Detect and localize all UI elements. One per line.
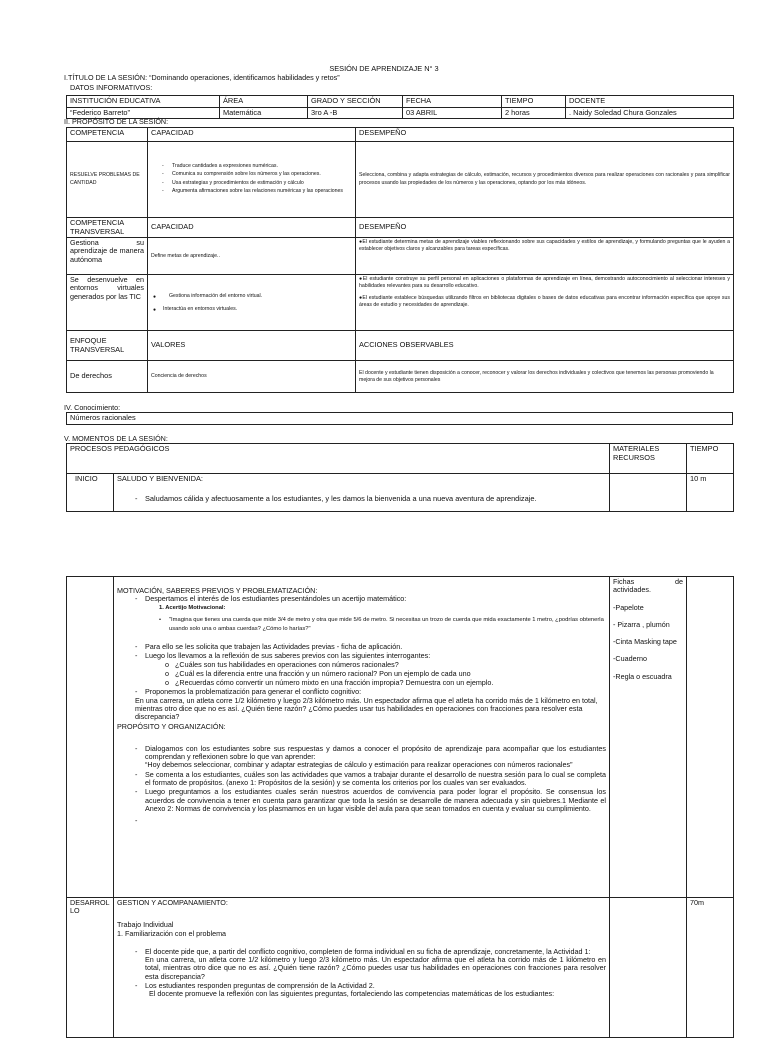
momentos-table-continued	[66, 576, 734, 1038]
competencia-cell: Gestiona su aprendizaje de manera autónoma	[67, 238, 148, 275]
proposito-item: - Se comenta a los estudiantes, cuáles son las actividades que vamos a trabajar durante el desarrollo de nuestra sesión para lo cual se completa el formato de propósitos. (anexo 1: Propósitos de la sesión) y se comenta los criterios por los cuales van ser evaluados.	[145, 771, 606, 788]
pregunta-item: o ¿Recuerdas cómo convertir un número mixto en una fracción impropia? Demuestra con un ejemplo.	[175, 679, 606, 687]
proposito-list	[117, 745, 606, 825]
capacidad-item: - Argumenta afirmaciones sobre las relaciones numéricas y las operaciones	[172, 188, 352, 195]
desarrollo-label: DESARROLLO	[67, 898, 114, 1038]
motivacion-item-text: Despertamos el interés de los estudiantes presentándoles un acertijo matemático:	[145, 594, 407, 604]
capacidad-item: - Comunica su comprensión sobre los números y las operaciones.	[172, 171, 352, 178]
conocimiento-table	[66, 412, 733, 425]
motivacion-item: - Para ello se les solicita que trabajen las Actividades previas - ficha de aplicación.	[145, 643, 606, 651]
enfoque-cell: De derechos	[67, 361, 148, 393]
capacidad-item: - Usa estrategias y procedimientos de estimación y cálculo	[172, 180, 352, 187]
motivacion-label-cell	[67, 577, 114, 898]
header-materiales: MATERIALES RECURSOS	[610, 444, 687, 474]
header-capacidad: CAPACIDAD	[148, 128, 356, 142]
accion-cell: El docente y estudiante tienen disposición a conocer, reconocer y valorar los derechos individuales y colectivos que tenemos las personas promoviendo la mejora de sus objetivos personales	[356, 361, 734, 393]
section-proposito: II. PROPÓSITO DE LA SESIÓN:	[64, 117, 169, 126]
header-desempeno: DESEMPEÑO	[356, 218, 734, 238]
capacidad-item: - Traduce cantidades a expresiones numéricas.	[172, 163, 352, 170]
header-valores: VALORES	[148, 331, 356, 361]
desarrollo-item-text: Los estudiantes responden preguntas de comprensión de la Actividad 2.	[145, 980, 375, 990]
competencia-cell: Se desenvuelve en entornos virtuales generados por las TIC	[67, 275, 148, 331]
info-header: TIEMPO	[502, 96, 566, 108]
desarrollo-materiales	[610, 898, 687, 1038]
saludo-text: - Saludamos cálida y afectuosamente a los estudiantes, y les damos la bienvenida a una nueva aventura de aprendizaje.	[145, 495, 606, 504]
header-enfoque: ENFOQUE TRANSVERSAL	[67, 331, 148, 361]
motivacion-item-text: Proponemos la problematización para generar el conflicto cognitivo:	[145, 687, 362, 697]
datos-label: DATOS INFORMATIVOS:	[70, 83, 153, 92]
motivacion-item-text: Luego los llevamos a la reflexión de sus saberes previos con las siguientes interrogantes:	[145, 651, 431, 661]
info-value: 03 ABRIL	[403, 107, 502, 119]
header-competencia-transversal: COMPETENCIA TRANSVERSAL	[67, 218, 148, 238]
desarrollo-item-text: El docente pide que, a partir del conflicto cognitivo, completen de forma individual en su ficha de aprendizaje, concretamente, la Actividad 1:	[145, 946, 591, 956]
desempeno-cell: ●El estudiante determina metas de aprendizaje viables reflexionando sobre sus capacidades y estilos de aprendizaje, y formulando preguntas que le ayuden a establecer objetivos claros y alcanzables para tareas específicas.	[356, 238, 734, 275]
gestion-title: GESTION Y ACOMPANAMIENTO:	[117, 898, 228, 907]
capacidad-list-cell	[148, 275, 356, 331]
acertijo-title: 1. Acertijo Motivacional:	[159, 604, 226, 611]
motivacion-item	[135, 687, 606, 722]
saludo-title: SALUDO Y BIENVENIDA:	[117, 474, 203, 483]
valor-cell: Conciencia de derechos	[148, 361, 356, 393]
proposito-item	[145, 817, 606, 825]
info-header: FECHA	[403, 96, 502, 108]
desarrollo-content	[114, 898, 610, 1038]
trabajo-label: Trabajo Individual	[117, 920, 174, 930]
section-momentos: V. MOMENTOS DE LA SESIÓN:	[64, 434, 168, 443]
desarrollo-list	[117, 948, 606, 999]
desarrollo-item	[145, 982, 606, 999]
header-procesos: PROCESOS PEDAGÓGICOS	[67, 444, 610, 474]
desarrollo-time: 70m	[687, 898, 734, 1038]
proposito-item-text: Dialogamos con los estudiantes sobre sus respuestas y damos a conocer el propósito de aprendizaje para acompañar que los estudiantes comprendan y reflexionen sobre lo que van aprender:	[145, 743, 606, 762]
desarrollo-item	[145, 948, 606, 981]
acertijo-block	[145, 616, 606, 633]
material-item: -Cinta Masking tape	[613, 637, 677, 647]
inicio-content	[114, 474, 610, 512]
header-acciones: ACCIONES OBSERVABLES	[356, 331, 734, 361]
desempeno-cell	[356, 275, 734, 331]
header-desempeno: DESEMPEÑO	[356, 128, 734, 142]
pregunta-item: o ¿Cuáles son tus habilidades en operaciones con números racionales?	[175, 661, 606, 669]
info-value: 3ro A -B	[308, 107, 403, 119]
problematizacion-text: En una carrera, un atleta corre 1/2 kilómetro y luego 2/3 kilómetro más. Un espectador afirma que el atleta ha corrido más de 1 kilómetro en total, mientras otro dice que no es así. ¿Quién tiene razón? ¿Cómo puedes usar tus habilidades en operaciones con fracciones para resolver esta discrepancia?	[135, 695, 598, 722]
materiales-cell	[610, 577, 687, 898]
momentos-table	[66, 443, 734, 512]
header-tiempo: TIEMPO	[687, 444, 734, 474]
session-title: SESIÓN DE APRENDIZAJE N° 3	[329, 64, 439, 73]
inicio-materiales	[610, 474, 687, 512]
material-item: - Pizarra , plumón	[613, 619, 670, 629]
inicio-time: 10 m	[687, 474, 734, 512]
header-competencia: COMPETENCIA	[67, 128, 148, 142]
motivacion-item	[145, 652, 606, 687]
capacidad-list-cell	[148, 142, 356, 218]
info-value: “Federico Barreto”	[67, 107, 220, 119]
desempeno-paragraph: ●El estudiante establece búsquedas utilizando filtros en bibliotecas digitales o bases de datos educativas para encontrar información específica que apoye sus áreas de estudio y necesidades de aprendizaje.	[359, 295, 730, 309]
capacidad-item: ● Gestiona información del entorno virtual.	[151, 293, 352, 300]
info-header: GRADO Y SECCIÓN	[308, 96, 403, 108]
section-title-line: I.TÍTULO DE LA SESIÓN: “Dominando operaciones, identificamos habilidades y retos”	[64, 73, 340, 82]
proposito-title: PROPÓSITO Y ORGANIZACIÓN:	[117, 721, 226, 731]
competencias-table	[66, 127, 734, 393]
motivacion-content	[114, 577, 610, 898]
info-value: 2 horas	[502, 107, 566, 119]
info-value: Matemática	[220, 107, 308, 119]
material-item: Fichas de actividades.	[613, 577, 683, 595]
saludo-list	[117, 495, 606, 504]
familiarizacion-label: 1. Familiarización con el problema	[117, 928, 227, 938]
proposito-quote: “Hoy debemos seleccionar, combinar y adaptar estrategias de cálculo y estimación para realizar operaciones con números racionales”	[145, 760, 573, 770]
desempeno-paragraph: ●El estudiante construye su perfil personal en aplicaciones o plataformas de aprendizaje en línea, demostrando autoconocimiento al seleccionar intereses y habilidades relevantes para su desarrollo educativo.	[359, 276, 730, 290]
material-item: -Regla o escuadra	[613, 671, 672, 681]
desarrollo-problem-text: En una carrera, un atleta corre 1/2 kilómetro y luego 2/3 kilómetro más. Un espectador afirma que el atleta ha corrido más de 1 kilómetro en total, mientras otro dice que no es así. ¿Quién tiene razón? ¿Cómo puedes usar tus habilidades en operaciones con fracciones para resolver esta discrepancia?	[145, 955, 606, 981]
capacidad-item: ● Interactúa en entornos virtuales.	[151, 306, 352, 313]
motivacion-time-cell	[687, 577, 734, 898]
conocimiento-cell: Números racionales	[67, 413, 733, 425]
info-header: ÁREA	[220, 96, 308, 108]
info-header: INSTITUCIÓN EDUCATIVA	[67, 96, 220, 108]
desarrollo-subtext: El docente promueve la reflexión con las siguientes preguntas, fortaleciendo las competencias matemáticas de los estudiantes:	[149, 989, 555, 999]
bullet-icon: •	[159, 617, 162, 624]
inicio-label: INICIO	[67, 474, 114, 512]
acertijo-text: "Imagina que tienes una cuerda que mide 3/4 de metro y otra que mide 5/6 de metro. Si necesitas un trozo de cuerda que mida exactamente 1 metro, ¿podrías obtenerla usando solo una o ambas cuerdas? ¿Cómo lo harías?"	[169, 617, 604, 632]
info-table	[66, 95, 734, 119]
motivacion-list	[117, 595, 606, 721]
section-conocimiento: IV. Conocimiento:	[64, 403, 121, 412]
proposito-item: - Luego preguntamos a los estudiantes cuales serán nuestros acuerdos de convivencia para poder lograr el propósito. Se consensua los acuerdos de convivencia a tener en cuenta para garantizar que toda la sesión se desarrolle de manera adecuada y sin quiebres.1 Mediante el Anexo 2: Normas de convivencia y los plasmamos en un lugar visible del aula para que sean tomados en cuenta y evaluar su cumplimiento.	[145, 788, 606, 813]
header-capacidad: CAPACIDAD	[148, 218, 356, 238]
capacidad-cell: Define metas de aprendizaje..	[148, 238, 356, 275]
preguntas-list	[145, 661, 606, 688]
desempeno-cell: Selecciona, combina y adapta estrategias de cálculo, estimación, recursos y procedimientos diversos para realizar operaciones con racionales y para simplificar procesos usando las propiedades de los números y las operaciones, optando por los más idóneos.	[356, 142, 734, 218]
capacidad-list	[154, 163, 352, 194]
proposito-item	[145, 745, 606, 770]
info-value: . Naidy Soledad Chura Gonzales	[566, 107, 734, 119]
material-item: -Cuaderno	[613, 654, 647, 664]
material-item: -Papelote	[613, 602, 644, 612]
pregunta-item: o ¿Cuál es la diferencia entre una fracción y un número racional? Pon un ejemplo de cada uno	[175, 670, 606, 678]
motivacion-title: MOTIVACIÓN, SABERES PREVIOS Y PROBLEMATIZACIÓN:	[117, 586, 318, 595]
competencia-cell: RESUELVE PROBLEMAS DE CANTIDAD	[67, 142, 148, 218]
motivacion-item	[145, 595, 606, 633]
info-header: DOCENTE	[566, 96, 734, 108]
